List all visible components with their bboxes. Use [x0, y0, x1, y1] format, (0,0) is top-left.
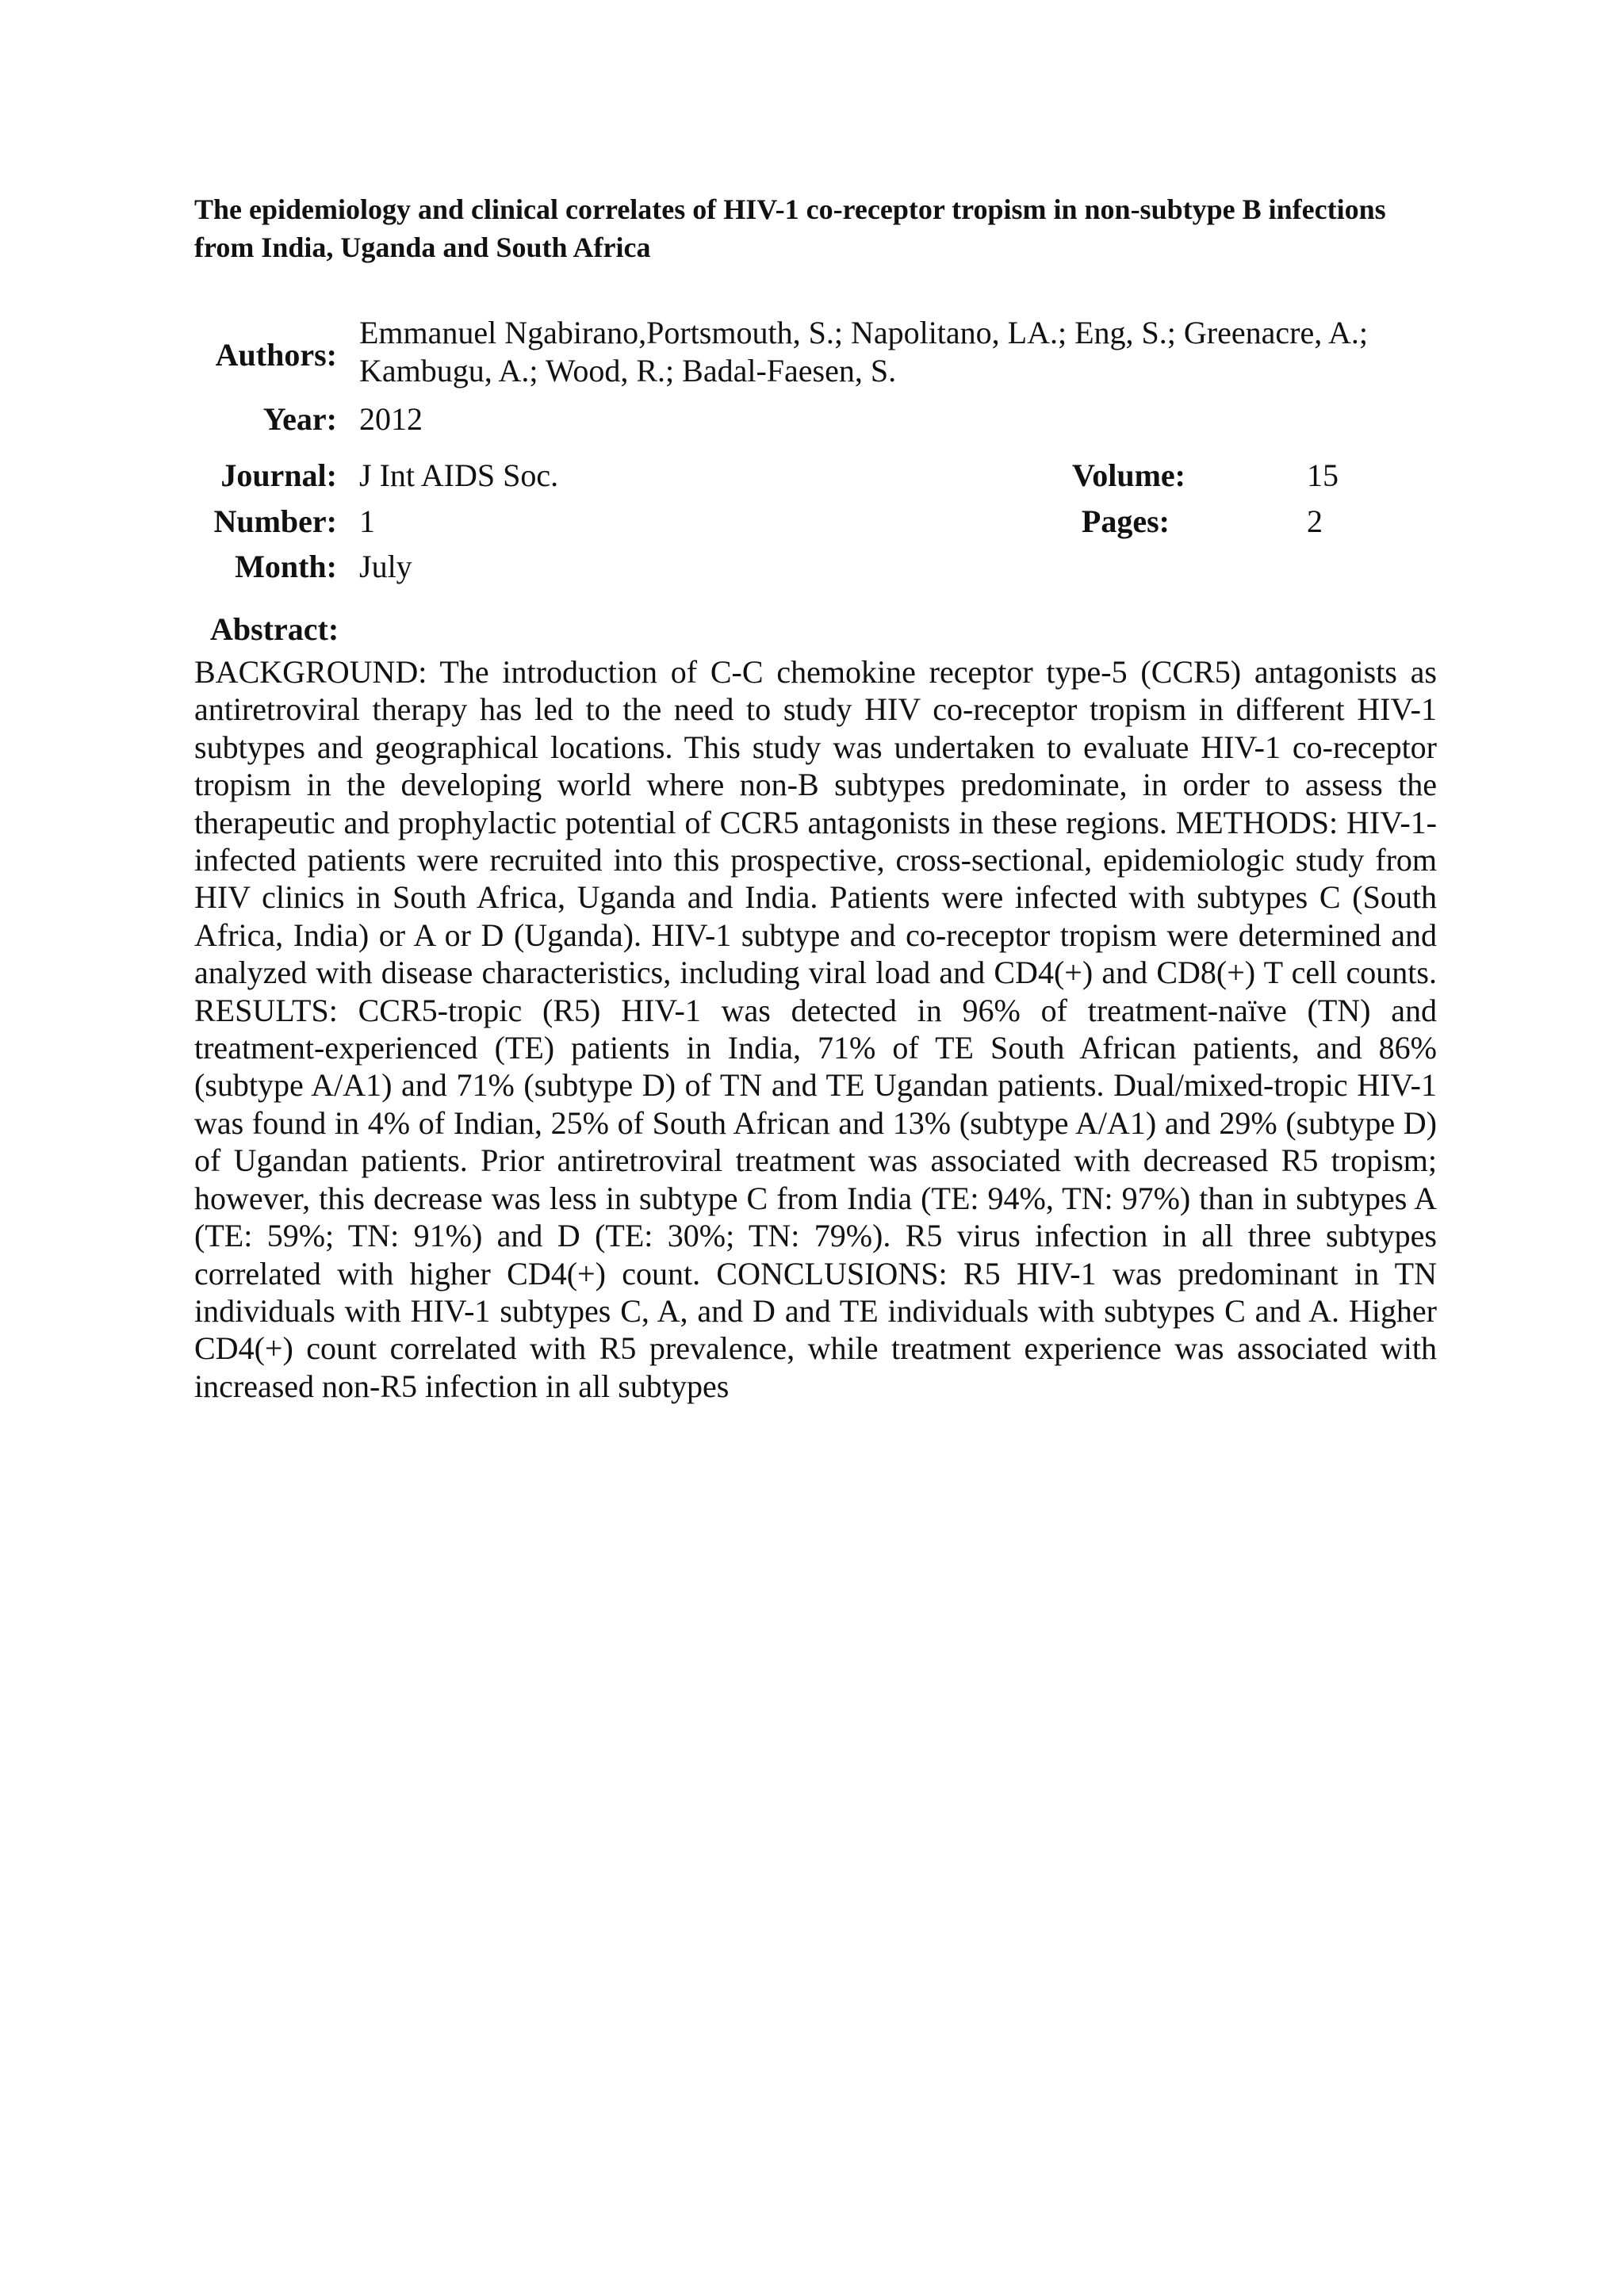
volume-label: Volume: — [1072, 457, 1185, 493]
abstract-text: BACKGROUND: The introduction of C-C chemokine receptor type-5 (CCR5) antagonists as antiretroviral therapy has led to the need to study HIV co-receptor tropism in different HIV-1 subtypes and geographical locations. This study was undertaken to evaluate HIV-1 co-receptor tropism in the developing world where non-B subtypes predominate, in order to assess the therapeutic and prophylactic potential of CCR5 antagonists in these regions. METHODS: HIV-1-infected patients were recruited into this prospective, cross-sectional, epidemiologic study from HIV clinics in South Africa, Uganda and India. Patients were infected with subtypes C (South Africa, India) or A or D (Uganda). HIV-1 subtype and co-receptor tropism were determined and analyzed with disease characteristics, including viral load and CD4(+) and CD8(+) T cell counts. RESULTS: CCR5-tropic (R5) HIV-1 was detected in 96% of treatment-naïve (TN) and treatment-experienced (TE) patients in India, 71% of TE South African patients, and 86% (subtype A/A1) and 71% (subtype D) of TN and TE Ugandan patients. Dual/mixed-tropic HIV-1 was found in 4% of Indian, 25% of South African and 13% (subtype A/A1) and 29% (subtype D) of Ugandan patients. Prior antiretroviral treatment was associated with decreased R5 tropism; however, this decrease was less in subtype C from India (TE: 94%, TN: 97%) than in subtypes A (TE: 59%; TN: 91%) and D (TE: 30%; TN: 79%). R5 virus infection in all three subtypes correlated with higher CD4(+) count. CONCLUSIONS: R5 HIV-1 was predominant in TN individuals with HIV-1 subtypes C, A, and D and TE individuals with subtypes C and A. Higher CD4(+) count correlated with R5 prevalence, while treatment experience was associated with increased non-R5 infection in all subtypes — [194, 654, 1437, 1404]
year-label: Year: — [262, 401, 337, 437]
authors-value: Emmanuel Ngabirano,Portsmouth, S.; Napolitano, LA.; Eng, S.; Greenacre, A.; Kambugu, A.; Wood, R.; Badal-Faesen, S. — [359, 315, 1368, 388]
pages-value: 2 — [1307, 503, 1323, 539]
number-value: 1 — [359, 503, 375, 539]
abstract-label: Abstract: — [210, 611, 339, 647]
pages-label: Pages: — [1081, 503, 1170, 539]
month-value: July — [359, 549, 412, 584]
number-label: Number: — [213, 503, 337, 539]
year-value: 2012 — [359, 401, 423, 437]
journal-value: J Int AIDS Soc. — [359, 457, 559, 493]
authors-label: Authors: — [215, 337, 337, 373]
document-title: The epidemiology and clinical correlates of HIV-1 co-receptor tropism in non-subtype B infections from India, Uganda and South Africa — [194, 193, 1386, 263]
volume-value: 15 — [1307, 457, 1339, 493]
journal-label: Journal: — [220, 457, 337, 493]
month-label: Month: — [235, 549, 337, 584]
